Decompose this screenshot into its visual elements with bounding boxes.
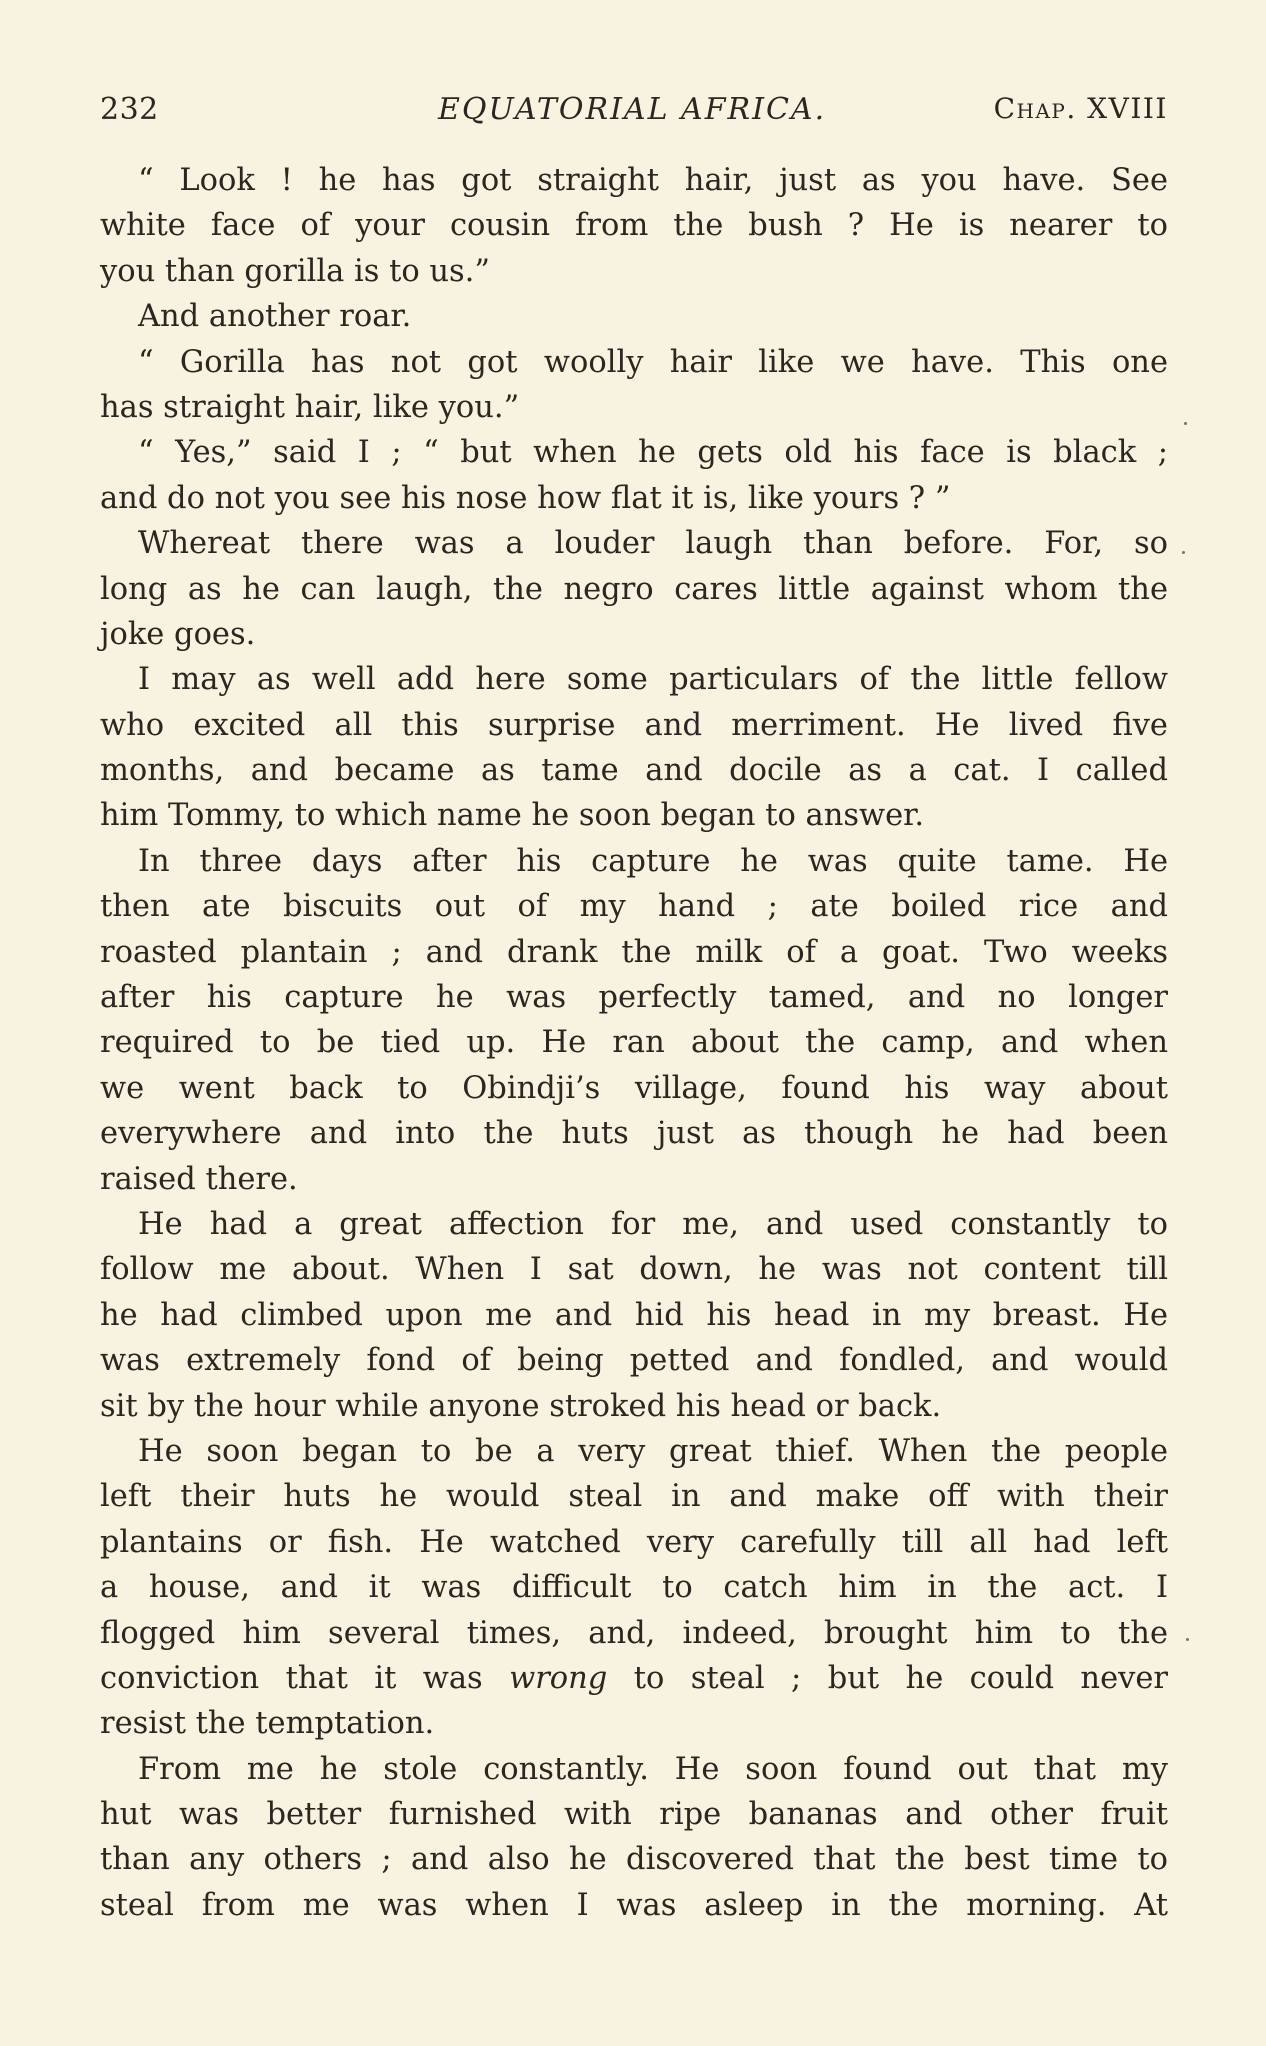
text-line: and do not you see his nose how flat it is, like yours ? ” bbox=[100, 480, 951, 516]
text-line: he had climbed upon me and hid his head in my breast. He bbox=[100, 1297, 1168, 1333]
text-line: roasted plantain ; and drank the milk of a goat. Two weeks bbox=[100, 934, 1168, 970]
text-line: I may as well add here some particulars of the little fellow bbox=[138, 662, 1168, 698]
text-line: who excited all this surprise and merriment. He lived five bbox=[100, 707, 1168, 743]
text-line: flogged him several times, and, indeed, brought him to the bbox=[100, 1615, 1168, 1651]
text-line: conviction that it was wrong to steal ; but he could never bbox=[100, 1660, 1168, 1696]
text-line: has straight hair, like you.” bbox=[100, 389, 520, 425]
text-line: plantains or fish. He watched very carefully till all had left bbox=[100, 1524, 1168, 1560]
text-line: joke goes. bbox=[100, 616, 256, 652]
page-number: 232 bbox=[100, 92, 159, 127]
print-speck bbox=[1184, 422, 1187, 425]
text-line: after his capture he was perfectly tamed, and no longer bbox=[100, 980, 1168, 1016]
text-line: “ Gorilla has not got woolly hair like we have. This one bbox=[138, 344, 1168, 380]
text-line: was extremely fond of being petted and fondled, and would bbox=[100, 1343, 1168, 1379]
text-line: He soon began to be a very great thief. When the people bbox=[138, 1433, 1168, 1469]
text-line: “ Yes,” said I ; “ but when he gets old his face is black ; bbox=[138, 435, 1168, 471]
page-header bbox=[100, 92, 1168, 138]
text-line: than any others ; and also he discovered that the best time to bbox=[100, 1842, 1168, 1878]
text-line: He had a great affection for me, and used constantly to bbox=[138, 1206, 1168, 1242]
text-line: white face of your cousin from the bush ? He is nearer to bbox=[100, 208, 1168, 244]
text-line: a house, and it was difficult to catch him in the act. I bbox=[100, 1570, 1168, 1606]
text-line: steal from me was when I was asleep in the morning. At bbox=[100, 1887, 1168, 1923]
text-line: everywhere and into the huts just as though he had been bbox=[100, 1116, 1168, 1152]
chapter-label: Chap. XVIII bbox=[993, 92, 1168, 125]
text-line: we went back to Obindji’s village, found his way about bbox=[100, 1070, 1168, 1106]
text-line: long as he can laugh, the negro cares little against whom the bbox=[100, 571, 1168, 607]
text-line: raised there. bbox=[100, 1161, 298, 1197]
text-line: “ Look ! he has got straight hair, just as you have. See bbox=[138, 163, 1168, 198]
text-line: required to be tied up. He ran about the camp, and when bbox=[100, 1025, 1168, 1061]
text-line: left their huts he would steal in and make off with their bbox=[100, 1479, 1168, 1515]
text-line: you than gorilla is to us.” bbox=[100, 253, 490, 289]
text-line: then ate biscuits out of my hand ; ate boiled rice and bbox=[100, 889, 1168, 925]
text-line: him Tommy, to which name he soon began to answer. bbox=[100, 798, 925, 834]
text-line: follow me about. When I sat down, he was not content till bbox=[100, 1252, 1168, 1288]
text-line: resist the temptation. bbox=[100, 1706, 435, 1742]
emphasized-word: wrong bbox=[509, 1660, 608, 1696]
text-line: In three days after his capture he was quite tame. He bbox=[138, 843, 1168, 879]
text-line: Whereat there was a louder laugh than before. For, so bbox=[138, 526, 1168, 562]
text-line: And another roar. bbox=[138, 299, 412, 335]
text-line: sit by the hour while anyone stroked his head or back. bbox=[100, 1388, 942, 1424]
text-line: hut was better furnished with ripe bananas and other fruit bbox=[100, 1797, 1168, 1833]
body-text bbox=[100, 158, 1168, 1928]
print-speck bbox=[1182, 551, 1185, 554]
text-line: months, and became as tame and docile as a cat. I called bbox=[100, 753, 1168, 789]
print-speck bbox=[1186, 1638, 1189, 1641]
text-line: From me he stole constantly. He soon found out that my bbox=[138, 1751, 1168, 1787]
running-title: EQUATORIAL AFRICA. bbox=[438, 92, 827, 127]
